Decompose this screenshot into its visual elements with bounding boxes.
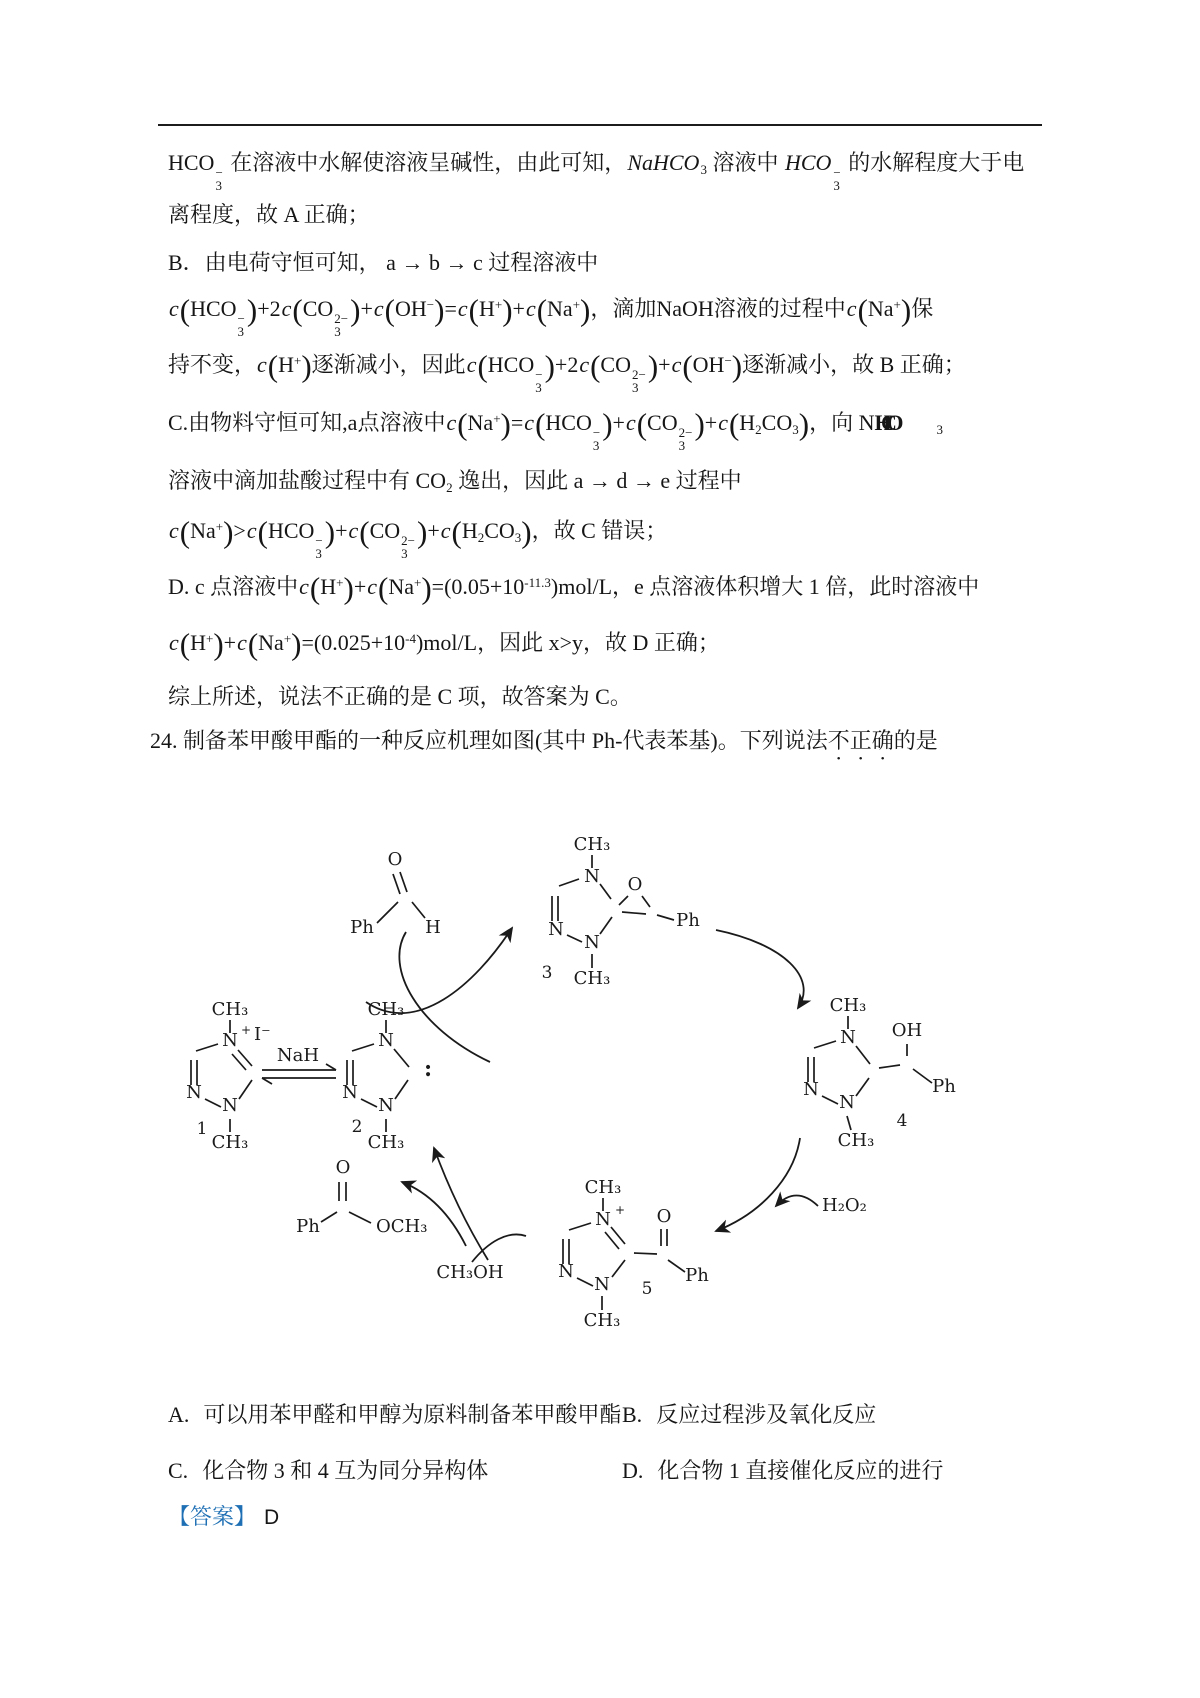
answer-row bbox=[168, 1502, 279, 1532]
compound-2-structure bbox=[342, 999, 432, 1153]
nitrogen-label: N bbox=[584, 932, 600, 953]
option-d-text: 化合物 1 直接催化反应的进行 bbox=[657, 1458, 944, 1483]
arrow-5-to-2 bbox=[434, 1148, 488, 1260]
methyl-label: CH₃ bbox=[211, 999, 249, 1020]
carbonyl-oxygen-label: O bbox=[656, 1206, 672, 1227]
nah-equilibrium bbox=[262, 1045, 336, 1084]
option-d bbox=[622, 1456, 943, 1486]
question-stem bbox=[150, 726, 938, 765]
ester-oxygen-label: O bbox=[335, 1157, 351, 1178]
option-d-label: D. bbox=[622, 1458, 644, 1483]
nitrogen-label: N bbox=[839, 1092, 855, 1113]
methyl-label: CH₃ bbox=[829, 995, 867, 1016]
nitrogen-label: N bbox=[222, 1095, 238, 1116]
nitrogen-label: N bbox=[378, 1030, 394, 1051]
option-b bbox=[622, 1400, 876, 1430]
option-a-label: A. bbox=[168, 1402, 190, 1427]
methyl-label: CH₃ bbox=[367, 999, 405, 1020]
nitrogen-label: N bbox=[840, 1027, 856, 1048]
hydrogen-label: H bbox=[425, 917, 441, 938]
oxygen-label: O bbox=[387, 849, 403, 870]
nitrogen-label: N bbox=[803, 1079, 819, 1100]
analysis-line-6: C.由物料守恒可知,a点溶液中c(Na+)=c(HCO − 3 )+c(CO 2− 3 )$+c(H_2CO_3)$，向 NHCO $_3$ bbox=[168, 406, 943, 453]
analysis-line-7: 溶液中滴加盐酸过程中有 $CO_2$ 逸出，因此 a → d → e 过程中 bbox=[168, 468, 742, 495]
compound-3-number: 3 bbox=[541, 963, 553, 983]
ester-product-structure bbox=[296, 1157, 427, 1237]
methyl-label: CH₃ bbox=[583, 1310, 621, 1331]
compound-3-structure bbox=[542, 834, 701, 989]
methyl-label: CH₃ bbox=[573, 834, 611, 855]
question-emphasis: 不正确 bbox=[827, 728, 894, 753]
option-c-text: 化合物 3 和 4 互为同分异构体 bbox=[202, 1458, 489, 1483]
arrow-3-to-4 bbox=[716, 930, 804, 1008]
mechanism-diagram bbox=[150, 770, 1030, 1355]
plus-charge: + bbox=[241, 1023, 252, 1037]
analysis-line-9: D. c 点溶液中$c(H^+)+c(Na^+)=(0.05+10^{-11.3})mol/L$，e 点溶液体积增大 1 倍，此时溶液中 bbox=[168, 570, 980, 606]
carbene-lone-pair: : bbox=[423, 1056, 433, 1082]
iodide-counterion: I⁻ bbox=[254, 1024, 271, 1045]
option-b-text: 反应过程涉及氧化反应 bbox=[656, 1402, 877, 1427]
h2o2-label: H₂O₂ bbox=[822, 1195, 867, 1216]
arrow-4-to-5 bbox=[716, 1138, 800, 1231]
nitrogen-label: N bbox=[378, 1095, 394, 1116]
question-text-suffix: 的是 bbox=[893, 728, 938, 753]
methyl-label: CH₃ bbox=[837, 1130, 875, 1151]
option-a-text: 可以用苯甲醛和甲醇为原料制备苯甲酸甲酯 bbox=[203, 1402, 622, 1427]
phenyl-label: Ph bbox=[932, 1076, 956, 1097]
analysis-line-4: c(HCO − 3 )+2c(CO 2− 3 )+c(OH−)=c(H+)+c(Na+)，滴加NaOH溶液的过程中c(Na+)保 bbox=[169, 292, 934, 339]
analysis-line-10: $c(H^+)+c(Na^+)=(0.025+10^{-4})mol/L$，因此 x>y，故 D 正确； bbox=[169, 626, 720, 662]
nah-label: NaH bbox=[276, 1045, 320, 1066]
hydroxyl-label: OH bbox=[891, 1020, 923, 1041]
methyl-label: CH₃ bbox=[573, 968, 611, 989]
analysis-line-8: c(Na+)>c(HCO − 3 )+c(CO 2− 3 )$+c(H_2CO_3)$，故 C 错误； bbox=[169, 514, 668, 561]
phenyl-label: Ph bbox=[685, 1265, 709, 1286]
compound-4-number: 4 bbox=[896, 1111, 908, 1131]
phenyl-label: Ph bbox=[296, 1216, 320, 1237]
epoxide-oxygen-label: O bbox=[627, 874, 643, 895]
analysis-line-3: B．由电荷守恒可知， a → b → c 过程溶液中 bbox=[168, 250, 599, 275]
methyl-label: CH₃ bbox=[211, 1132, 249, 1153]
nitrogen-label: N bbox=[595, 1209, 611, 1230]
phenyl-label: Ph bbox=[350, 917, 374, 938]
answer-label: 【答案】 bbox=[168, 1504, 257, 1529]
nitrogen-label: N bbox=[548, 919, 564, 940]
methyl-label: CH₃ bbox=[367, 1132, 405, 1153]
analysis-line-1: HCO − 3 在溶液中水解使溶液呈碱性，由此可知，NaHCO$_3$ 溶液中 HCO − 3 的水解程度大于电 bbox=[168, 150, 1025, 193]
option-a bbox=[168, 1400, 621, 1430]
compound-5-structure bbox=[558, 1177, 709, 1331]
analysis-line-2: 离程度，故 A 正确； bbox=[168, 202, 370, 227]
compound-1-structure bbox=[186, 999, 271, 1153]
option-b-label: B. bbox=[622, 1402, 643, 1427]
compound-5-number: 5 bbox=[641, 1279, 653, 1299]
nitrogen-label: N bbox=[186, 1082, 202, 1103]
phenyl-label: Ph bbox=[676, 910, 700, 931]
ch3oh-label: CH₃OH bbox=[436, 1262, 504, 1283]
plus-charge: + bbox=[615, 1203, 626, 1217]
nitrogen-label: N bbox=[558, 1261, 574, 1282]
benzaldehyde-structure bbox=[350, 849, 441, 938]
analysis-line-5: 持不变，c(H+)逐渐减小，因此c(HCO − 3 )+2c(CO 2− 3 )+c(OH−)逐渐减小，故 B 正确； bbox=[168, 348, 966, 395]
answer-value: D bbox=[264, 1506, 280, 1529]
methyl-label: CH₃ bbox=[584, 1177, 622, 1198]
nitrogen-label: N bbox=[584, 866, 600, 887]
methoxy-label: OCH₃ bbox=[376, 1216, 428, 1237]
nitrogen-label: N bbox=[342, 1082, 358, 1103]
compound-1-number: 1 bbox=[196, 1119, 208, 1139]
question-text: 24. 制备苯甲酸甲酯的一种反应机理如图(其中 Ph-代表苯基)。下列说法 bbox=[150, 728, 828, 753]
option-c bbox=[168, 1456, 488, 1486]
nitrogen-label: N bbox=[594, 1274, 610, 1295]
top-rule bbox=[158, 124, 1042, 126]
arrow-2-to-3-sweep bbox=[399, 932, 490, 1062]
compound-4-structure bbox=[803, 995, 956, 1151]
compound-2-number: 2 bbox=[351, 1117, 363, 1137]
arrow-h2o2-entry bbox=[776, 1196, 818, 1207]
analysis-line-11: 综上所述，说法不正确的是 C 项，故答案为 C。 bbox=[168, 684, 632, 709]
nitrogen-label: N bbox=[222, 1030, 238, 1051]
option-c-label: C. bbox=[168, 1458, 189, 1483]
